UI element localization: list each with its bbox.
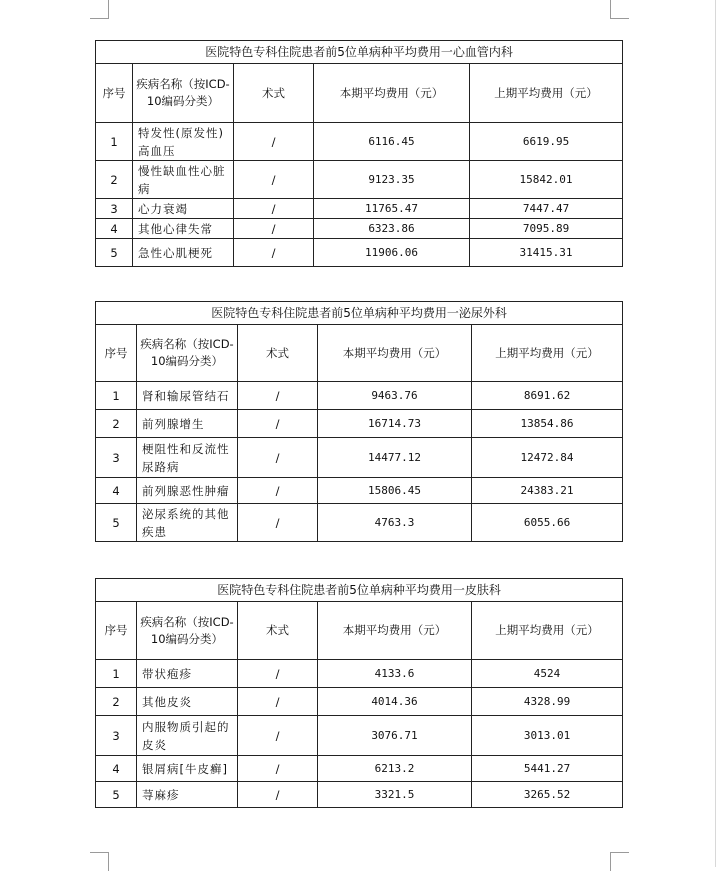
row-disease-name: 急性心肌梗死 bbox=[133, 239, 234, 267]
header-disease-name: 疾病名称（按ICD-10编码分类） bbox=[137, 325, 238, 382]
row-method: / bbox=[238, 660, 318, 688]
row-method: / bbox=[238, 504, 318, 542]
row-disease-name: 带状疱疹 bbox=[137, 660, 238, 688]
cost-table-cardiology bbox=[95, 40, 623, 267]
header-no: 序号 bbox=[96, 325, 137, 382]
row-no: 2 bbox=[96, 688, 137, 716]
header-current-cost: 本期平均费用（元） bbox=[318, 325, 472, 382]
row-current-cost: 9123.35 bbox=[314, 161, 470, 199]
header-method: 术式 bbox=[238, 602, 318, 660]
row-previous-cost: 7095.89 bbox=[470, 219, 623, 239]
row-previous-cost: 6055.66 bbox=[472, 504, 623, 542]
row-current-cost: 3321.5 bbox=[318, 782, 472, 808]
header-method: 术式 bbox=[238, 325, 318, 382]
row-method: / bbox=[234, 239, 314, 267]
row-disease-name: 前列腺恶性肿瘤 bbox=[137, 478, 238, 504]
header-previous-cost: 上期平均费用（元） bbox=[472, 325, 623, 382]
row-current-cost: 4133.6 bbox=[318, 660, 472, 688]
row-current-cost: 6116.45 bbox=[314, 123, 470, 161]
row-disease-name: 荨麻疹 bbox=[137, 782, 238, 808]
row-current-cost: 9463.76 bbox=[318, 382, 472, 410]
row-previous-cost: 4328.99 bbox=[472, 688, 623, 716]
row-disease-name: 特发性(原发性)高血压 bbox=[133, 123, 234, 161]
table-row bbox=[96, 219, 623, 239]
row-previous-cost: 4524 bbox=[472, 660, 623, 688]
row-current-cost: 16714.73 bbox=[318, 410, 472, 438]
row-previous-cost: 3013.01 bbox=[472, 716, 623, 756]
row-no: 1 bbox=[96, 123, 133, 161]
row-previous-cost: 24383.21 bbox=[472, 478, 623, 504]
row-current-cost: 4014.36 bbox=[318, 688, 472, 716]
row-disease-name: 银屑病[牛皮癣] bbox=[137, 756, 238, 782]
table-row bbox=[96, 660, 623, 688]
row-no: 3 bbox=[96, 199, 133, 219]
header-no: 序号 bbox=[96, 602, 137, 660]
table-row bbox=[96, 199, 623, 219]
row-method: / bbox=[238, 382, 318, 410]
row-method: / bbox=[234, 123, 314, 161]
header-no: 序号 bbox=[96, 64, 133, 123]
crop-mark-bottom-right bbox=[610, 852, 629, 871]
row-previous-cost: 6619.95 bbox=[470, 123, 623, 161]
page-edge bbox=[715, 0, 716, 867]
table-row bbox=[96, 504, 623, 542]
row-previous-cost: 7447.47 bbox=[470, 199, 623, 219]
row-current-cost: 4763.3 bbox=[318, 504, 472, 542]
header-previous-cost: 上期平均费用（元） bbox=[470, 64, 623, 123]
row-current-cost: 6213.2 bbox=[318, 756, 472, 782]
row-previous-cost: 31415.31 bbox=[470, 239, 623, 267]
row-method: / bbox=[234, 199, 314, 219]
table-row bbox=[96, 782, 623, 808]
row-no: 4 bbox=[96, 756, 137, 782]
row-disease-name: 其他皮炎 bbox=[137, 688, 238, 716]
row-current-cost: 11906.06 bbox=[314, 239, 470, 267]
table-row bbox=[96, 756, 623, 782]
row-no: 4 bbox=[96, 219, 133, 239]
row-current-cost: 15806.45 bbox=[318, 478, 472, 504]
header-current-cost: 本期平均费用（元） bbox=[318, 602, 472, 660]
row-disease-name: 肾和输尿管结石 bbox=[137, 382, 238, 410]
row-previous-cost: 8691.62 bbox=[472, 382, 623, 410]
row-no: 2 bbox=[96, 161, 133, 199]
header-method: 术式 bbox=[234, 64, 314, 123]
row-disease-name: 其他心律失常 bbox=[133, 219, 234, 239]
row-method: / bbox=[238, 716, 318, 756]
row-current-cost: 6323.86 bbox=[314, 219, 470, 239]
row-previous-cost: 15842.01 bbox=[470, 161, 623, 199]
row-disease-name: 内服物质引起的皮炎 bbox=[137, 716, 238, 756]
row-current-cost: 3076.71 bbox=[318, 716, 472, 756]
cost-table-dermatology bbox=[95, 578, 623, 808]
row-previous-cost: 3265.52 bbox=[472, 782, 623, 808]
row-no: 1 bbox=[96, 382, 137, 410]
row-disease-name: 心力衰竭 bbox=[133, 199, 234, 219]
cost-table-urology bbox=[95, 301, 623, 542]
table-row bbox=[96, 382, 623, 410]
crop-mark-bottom-left bbox=[90, 852, 109, 871]
row-method: / bbox=[238, 782, 318, 808]
row-no: 5 bbox=[96, 239, 133, 267]
row-disease-name: 梗阻性和反流性尿路病 bbox=[137, 438, 238, 478]
row-no: 1 bbox=[96, 660, 137, 688]
row-no: 2 bbox=[96, 410, 137, 438]
row-method: / bbox=[238, 478, 318, 504]
row-disease-name: 前列腺增生 bbox=[137, 410, 238, 438]
row-current-cost: 14477.12 bbox=[318, 438, 472, 478]
table-row bbox=[96, 688, 623, 716]
row-no: 3 bbox=[96, 716, 137, 756]
table-row bbox=[96, 161, 623, 199]
table-title: 医院特色专科住院患者前5位单病种平均费用一泌尿外科 bbox=[96, 302, 623, 325]
row-method: / bbox=[234, 161, 314, 199]
row-no: 3 bbox=[96, 438, 137, 478]
row-previous-cost: 5441.27 bbox=[472, 756, 623, 782]
table-row bbox=[96, 410, 623, 438]
row-previous-cost: 12472.84 bbox=[472, 438, 623, 478]
header-disease-name: 疾病名称（按ICD-10编码分类） bbox=[137, 602, 238, 660]
row-previous-cost: 13854.86 bbox=[472, 410, 623, 438]
header-previous-cost: 上期平均费用（元） bbox=[472, 602, 623, 660]
row-disease-name: 泌尿系统的其他疾患 bbox=[137, 504, 238, 542]
table-row bbox=[96, 438, 623, 478]
row-method: / bbox=[238, 410, 318, 438]
row-method: / bbox=[238, 438, 318, 478]
row-no: 5 bbox=[96, 504, 137, 542]
crop-mark-top-left bbox=[90, 0, 109, 19]
crop-mark-top-right bbox=[610, 0, 629, 19]
table-title: 医院特色专科住院患者前5位单病种平均费用一心血管内科 bbox=[96, 41, 623, 64]
row-method: / bbox=[234, 219, 314, 239]
header-current-cost: 本期平均费用（元） bbox=[314, 64, 470, 123]
table-row bbox=[96, 123, 623, 161]
row-method: / bbox=[238, 688, 318, 716]
header-disease-name: 疾病名称（按ICD-10编码分类） bbox=[133, 64, 234, 123]
table-row bbox=[96, 716, 623, 756]
table-title: 医院特色专科住院患者前5位单病种平均费用一皮肤科 bbox=[96, 579, 623, 602]
row-disease-name: 慢性缺血性心脏病 bbox=[133, 161, 234, 199]
row-no: 5 bbox=[96, 782, 137, 808]
table-row bbox=[96, 239, 623, 267]
row-method: / bbox=[238, 756, 318, 782]
row-no: 4 bbox=[96, 478, 137, 504]
row-current-cost: 11765.47 bbox=[314, 199, 470, 219]
table-row bbox=[96, 478, 623, 504]
